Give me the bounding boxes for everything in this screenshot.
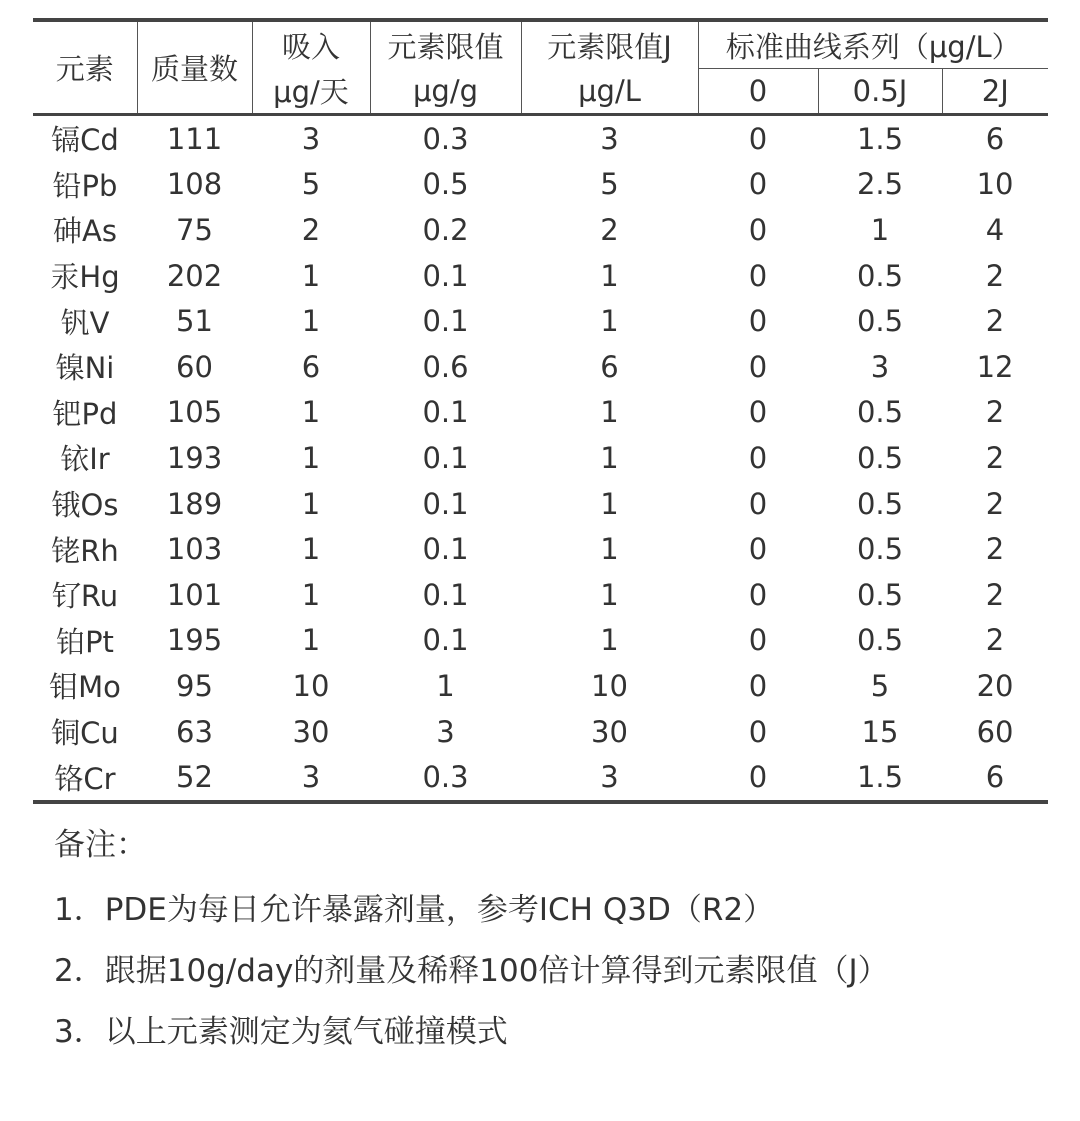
cell-limit-g: 0.1 — [422, 577, 469, 612]
cell-element: 铜Cu — [51, 716, 119, 751]
cell-std-0: 0 — [748, 668, 768, 703]
cell-std-05j: 0.5 — [856, 395, 904, 430]
table-row — [33, 618, 1048, 664]
table-row — [33, 390, 1048, 436]
cell-limit-l: 6 — [600, 349, 619, 384]
cell-limit-g: 0.2 — [422, 212, 469, 247]
cell-intake: 1 — [301, 577, 321, 612]
cell-std-0: 0 — [748, 623, 768, 658]
header-limit-g: 元素限值 — [370, 20, 521, 69]
cell-std-05j: 0.5 — [856, 623, 904, 658]
cell-limit-l: 10 — [591, 668, 628, 703]
cell-limit-g: 0.1 — [422, 395, 469, 430]
cell-limit-l: 1 — [600, 258, 619, 293]
cell-limit-l: 1 — [600, 440, 619, 475]
cell-std-0: 0 — [748, 304, 768, 339]
cell-std-0: 0 — [748, 532, 768, 567]
cell-mass: 103 — [166, 532, 223, 567]
cell-mass: 75 — [176, 212, 213, 247]
cell-std-05j: 15 — [861, 714, 899, 749]
cell-mass: 195 — [166, 623, 223, 658]
header-intake: 吸入 — [252, 20, 370, 69]
cell-mass: 52 — [137, 754, 252, 802]
cell-std-2j: 2 — [985, 623, 1005, 658]
table-row — [33, 344, 1048, 390]
cell-std-0: 0 — [748, 440, 768, 475]
cell-std-2j: 2 — [985, 304, 1005, 339]
cell-element: 锇Os — [51, 488, 119, 523]
cell-limit-l: 1 — [600, 395, 619, 430]
cell-std-0: 0 — [748, 121, 768, 156]
header-std-2j: 2J — [942, 69, 1048, 115]
cell-std-0: 0 — [748, 486, 768, 521]
cell-std-0: 0 — [748, 714, 768, 749]
header-standard-curve: 标准曲线系列（μg/L） — [698, 20, 1048, 69]
cell-intake: 1 — [301, 258, 321, 293]
cell-intake: 3 — [252, 754, 370, 802]
cell-std-2j: 6 — [985, 121, 1005, 156]
cell-mass: 63 — [176, 714, 213, 749]
table-row — [33, 162, 1048, 208]
cell-std-2j: 6 — [942, 754, 1048, 802]
cell-limit-l: 1 — [600, 304, 619, 339]
cell-element: 铑Rh — [51, 533, 119, 568]
cell-intake: 6 — [301, 349, 321, 384]
cell-std-2j: 2 — [985, 532, 1005, 567]
cell-std-0: 0 — [748, 212, 768, 247]
cell-element: 镍Ni — [55, 351, 115, 386]
cell-std-0: 0 — [698, 754, 818, 802]
cell-intake: 1 — [301, 623, 321, 658]
table-body — [33, 115, 1048, 802]
cell-intake: 10 — [292, 668, 330, 703]
cell-intake: 5 — [301, 167, 321, 202]
header-limit-l: 元素限值J — [521, 20, 698, 69]
cell-intake: 2 — [301, 212, 321, 247]
cell-element: 铅Pb — [52, 168, 118, 203]
cell-std-2j: 2 — [985, 395, 1005, 430]
note-item-2: 2．跟据10g/day的剂量及稀释100倍计算得到元素限值（J） — [54, 953, 889, 989]
cell-std-2j: 12 — [976, 349, 1014, 384]
cell-std-05j: 0.5 — [856, 532, 904, 567]
cell-std-05j: 5 — [870, 668, 890, 703]
table-row — [33, 115, 1048, 162]
cell-mass: 105 — [166, 395, 223, 430]
cell-std-2j: 20 — [976, 668, 1014, 703]
cell-element: 钌Ru — [51, 579, 119, 614]
table-row — [33, 526, 1048, 572]
cell-intake: 1 — [301, 532, 321, 567]
cell-std-0: 0 — [748, 349, 768, 384]
cell-limit-g: 0.3 — [370, 754, 521, 802]
table-row — [33, 709, 1048, 755]
cell-mass: 60 — [176, 349, 213, 384]
table-header — [33, 20, 1048, 115]
cell-limit-l: 1 — [600, 532, 619, 567]
header-intake-unit: μg/天 — [252, 69, 370, 115]
cell-std-05j: 1.5 — [856, 121, 904, 156]
cell-std-0: 0 — [748, 395, 768, 430]
cell-intake: 3 — [301, 121, 321, 156]
cell-limit-g: 3 — [436, 714, 455, 749]
header-limit-g-unit: μg/g — [370, 69, 521, 115]
note-item-1: 1．PDE为每日允许暴露剂量，参考ICH Q3D（R2） — [54, 892, 775, 928]
cell-std-0: 0 — [748, 167, 768, 202]
notes-section — [54, 827, 889, 1063]
cell-std-2j: 60 — [976, 714, 1014, 749]
cell-element: 钼Mo — [49, 670, 121, 705]
cell-std-05j: 1.5 — [818, 754, 942, 802]
cell-std-05j: 0.5 — [856, 577, 904, 612]
cell-mass: 111 — [166, 121, 223, 156]
cell-limit-l: 2 — [600, 212, 619, 247]
cell-std-2j: 4 — [985, 212, 1005, 247]
cell-mass: 189 — [166, 486, 223, 521]
cell-limit-g: 1 — [436, 668, 455, 703]
cell-element: 汞Hg — [50, 260, 120, 295]
cell-std-05j: 3 — [870, 349, 890, 384]
cell-std-2j: 2 — [985, 440, 1005, 475]
cell-element: 砷As — [53, 214, 117, 249]
cell-intake: 1 — [301, 304, 321, 339]
cell-element: 铬Cr — [33, 754, 137, 802]
header-row-top — [33, 20, 1048, 69]
cell-limit-g: 0.5 — [422, 167, 469, 202]
cell-std-2j: 2 — [985, 577, 1005, 612]
table-row — [33, 207, 1048, 253]
cell-intake: 1 — [301, 486, 321, 521]
cell-std-2j: 10 — [976, 167, 1014, 202]
cell-limit-l: 3 — [600, 121, 619, 156]
header-limit-l-unit: μg/L — [521, 69, 698, 115]
cell-limit-g: 0.1 — [422, 532, 469, 567]
cell-mass: 108 — [166, 167, 223, 202]
cell-std-0: 0 — [748, 258, 768, 293]
cell-std-05j: 0.5 — [856, 258, 904, 293]
cell-std-0: 0 — [748, 577, 768, 612]
cell-std-05j: 0.5 — [856, 440, 904, 475]
table-row — [33, 481, 1048, 527]
cell-std-05j: 2.5 — [856, 167, 904, 202]
cell-limit-g: 0.1 — [422, 623, 469, 658]
header-element: 元素 — [33, 20, 137, 115]
notes-title: 备注： — [54, 827, 147, 863]
table-row — [33, 572, 1048, 618]
note-item-3: 3．以上元素测定为氦气碰撞模式 — [54, 1014, 508, 1050]
cell-std-2j: 2 — [985, 486, 1005, 521]
cell-element: 钯Pd — [52, 396, 118, 431]
header-mass: 质量数 — [137, 20, 252, 115]
cell-mass: 95 — [176, 668, 213, 703]
cell-limit-g: 0.1 — [422, 304, 469, 339]
cell-limit-g: 0.1 — [422, 440, 469, 475]
header-std-05j: 0.5J — [818, 69, 942, 115]
cell-limit-g: 0.1 — [422, 486, 469, 521]
cell-limit-l: 3 — [521, 754, 698, 802]
table-row — [33, 253, 1048, 299]
table-row — [33, 754, 1048, 802]
element-limits-table — [33, 18, 1048, 804]
cell-mass: 101 — [166, 577, 223, 612]
cell-mass: 193 — [166, 440, 223, 475]
cell-limit-l: 5 — [600, 167, 619, 202]
cell-limit-l: 1 — [600, 486, 619, 521]
cell-element: 铂Pt — [56, 624, 114, 659]
cell-limit-l: 1 — [600, 577, 619, 612]
table-row — [33, 435, 1048, 481]
cell-element: 钒V — [60, 305, 110, 340]
table-row — [33, 298, 1048, 344]
cell-intake: 30 — [292, 714, 330, 749]
cell-limit-l: 1 — [600, 623, 619, 658]
cell-mass: 202 — [166, 258, 223, 293]
cell-element: 铱Ir — [60, 442, 110, 477]
header-std-0: 0 — [698, 69, 818, 115]
cell-std-05j: 1 — [870, 212, 890, 247]
cell-intake: 1 — [301, 440, 321, 475]
cell-intake: 1 — [301, 395, 321, 430]
cell-limit-g: 0.3 — [422, 121, 469, 156]
cell-element: 镉Cd — [51, 123, 119, 158]
table-row — [33, 663, 1048, 709]
cell-mass: 51 — [176, 304, 213, 339]
cell-std-2j: 2 — [985, 258, 1005, 293]
cell-limit-g: 0.6 — [422, 349, 469, 384]
cell-limit-l: 30 — [591, 714, 628, 749]
cell-std-05j: 0.5 — [856, 486, 904, 521]
cell-std-05j: 0.5 — [856, 304, 904, 339]
cell-limit-g: 0.1 — [422, 258, 469, 293]
